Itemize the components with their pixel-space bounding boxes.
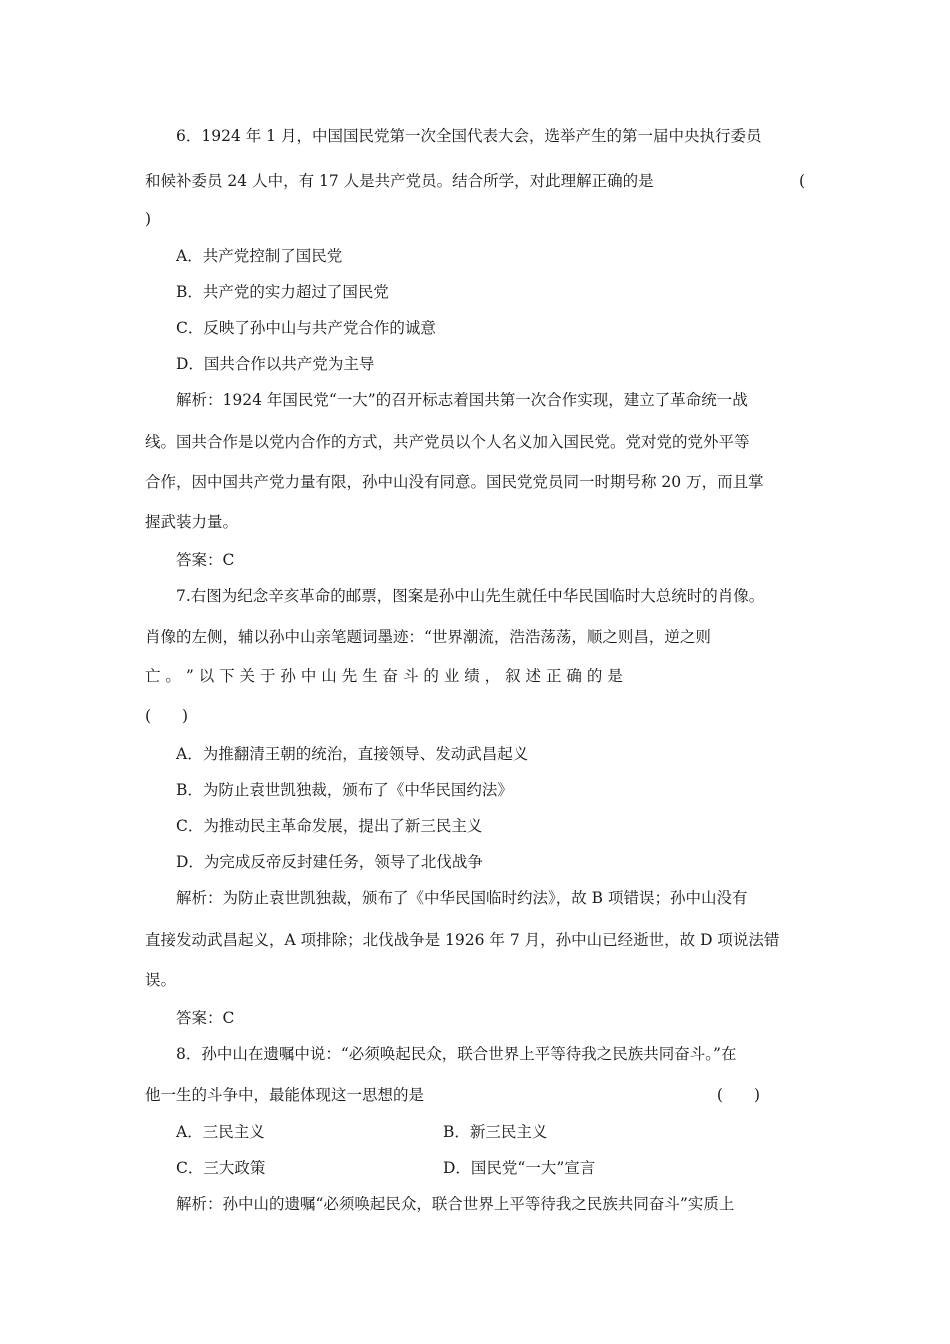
q6-answer: 答案：C xyxy=(176,551,235,569)
q6-stem-line-1: 6．1924 年 1 月，中国国民党第一次全国代表大会，选举产生的第一届中央执行委员 xyxy=(176,127,762,145)
q7-answer: 答案：C xyxy=(176,1009,235,1027)
q7-paren: ( ) xyxy=(145,707,189,725)
q6-option-c: C．反映了孙中山与共产党合作的诚意 xyxy=(176,319,436,337)
q7-option-b: B．为防止袁世凯独裁，颁布了《中华民国约法》 xyxy=(176,781,513,799)
q6-option-a: A．共产党控制了国民党 xyxy=(176,247,343,265)
q8-option-a: A．三民主义 xyxy=(176,1123,265,1141)
q6-paren-open: ( xyxy=(798,172,805,190)
q8-analysis-line-1: 解析：孙中山的遗嘱“必须唤起民众，联合世界上平等待我之民族共同奋斗”实质上 xyxy=(176,1195,735,1213)
q6-analysis-line-1: 解析：1924 年国民党“一大”的召开标志着国共第一次合作实现，建立了革命统一战 xyxy=(176,391,748,409)
q7-option-a: A．为推翻清王朝的统治，直接领导、发动武昌起义 xyxy=(176,745,529,763)
q6-paren-close: ) xyxy=(145,210,152,228)
q6-option-b: B．共产党的实力超过了国民党 xyxy=(176,283,389,301)
q6-stem-line-2 xyxy=(145,171,805,191)
q8-options-row-2 xyxy=(176,1158,805,1178)
q8-option-d: D．国民党“一大”宣言 xyxy=(443,1159,596,1177)
q7-stem-line-2: 肖像的左侧，辅以孙中山亲笔题词墨迹：“世界潮流，浩浩荡荡，顺之则昌，逆之则 xyxy=(145,628,711,646)
q7-stem-line-3: 亡 。 ” 以 下 关 于 孙 中 山 先 生 奋 斗 的 业 绩 ， 叙 述 正 确 的 是 xyxy=(145,667,623,685)
q6-option-d: D．国共合作以共产党为主导 xyxy=(176,355,375,373)
q8-stem-text: 他一生的斗争中，最能体现这一思想的是 xyxy=(145,1086,425,1104)
q6-analysis-line-3: 合作，因中国共产党力量有限，孙中山没有同意。国民党党员同一时期号称 20 万，而且掌 xyxy=(145,473,764,491)
q6-stem-text: 和候补委员 24 人中，有 17 人是共产党员。结合所学，对此理解正确的是 xyxy=(145,172,654,190)
q7-option-d: D．为完成反帝反封建任务，领导了北伐战争 xyxy=(176,853,483,871)
q8-stem-line-1: 8．孙中山在遗嘱中说：“必须唤起民众，联合世界上平等待我之民族共同奋斗。”在 xyxy=(176,1045,737,1063)
q8-option-b: B．新三民主义 xyxy=(443,1123,548,1141)
q6-analysis-line-2: 线。国共合作是以党内合作的方式，共产党员以个人名义加入国民党。党对党的党外平等 xyxy=(145,433,750,451)
q6-analysis-line-4: 握武装力量。 xyxy=(145,513,239,531)
q7-stem-line-1: 7.右图为纪念辛亥革命的邮票，图案是孙中山先生就任中华民国临时大总统时的肖像。 xyxy=(176,587,765,605)
q8-paren: ( ) xyxy=(716,1086,760,1104)
q8-stem-line-2 xyxy=(145,1085,805,1105)
q7-option-c: C．为推动民主革命发展，提出了新三民主义 xyxy=(176,817,483,835)
q7-analysis-line-1: 解析：为防止袁世凯独裁，颁布了《中华民国临时约法》，故 B 项错误；孙中山没有 xyxy=(176,889,748,907)
q8-option-c: C．三大政策 xyxy=(176,1159,266,1177)
q8-options-row-1 xyxy=(176,1122,805,1142)
q7-analysis-line-3: 误。 xyxy=(145,971,177,989)
q7-analysis-line-2: 直接发动武昌起义，A 项排除；北伐战争是 1926 年 7 月，孙中山已经逝世，故 D 项说法错 xyxy=(145,931,780,949)
